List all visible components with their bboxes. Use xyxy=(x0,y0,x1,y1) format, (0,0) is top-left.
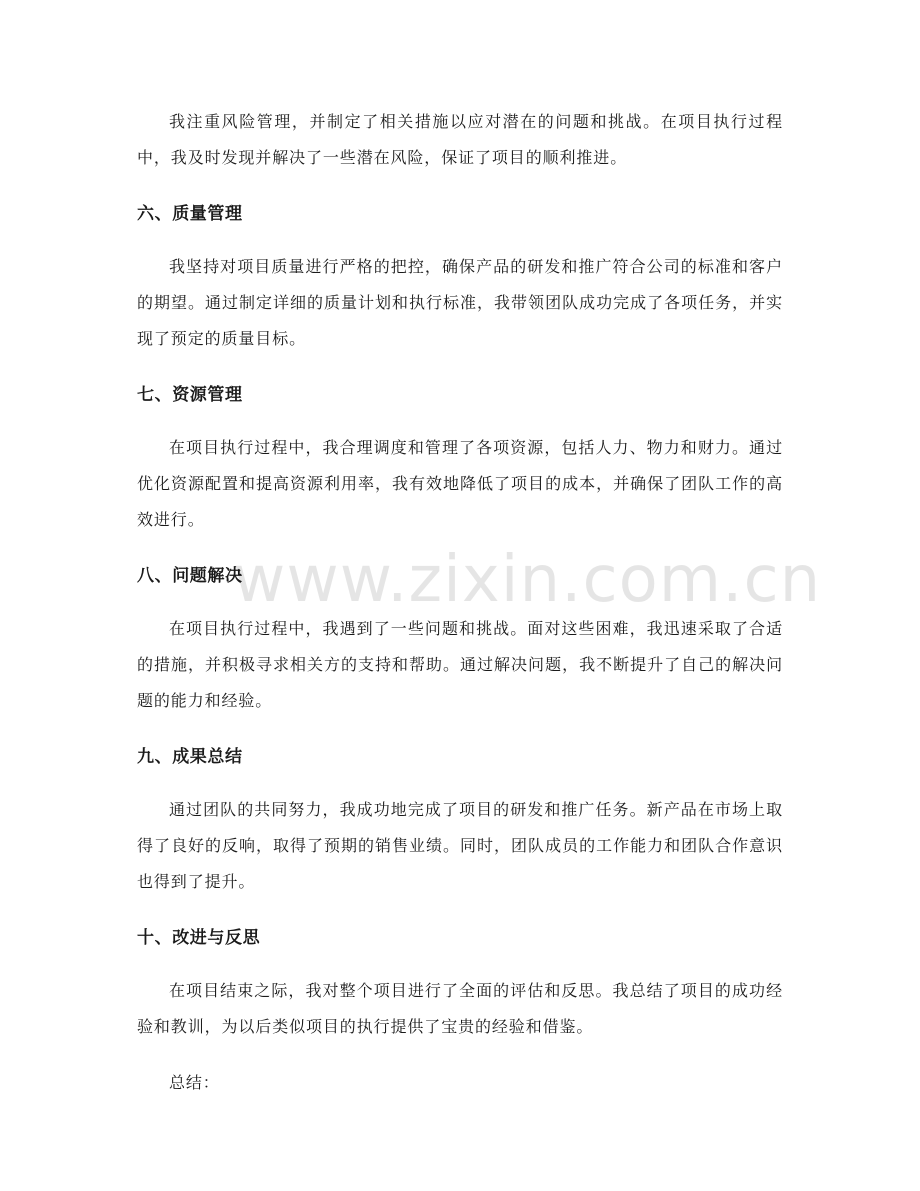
spacer xyxy=(137,594,783,611)
spacer xyxy=(137,413,783,430)
spacer xyxy=(137,538,783,558)
spacer xyxy=(137,775,783,792)
document-body xyxy=(137,104,822,1101)
heading-problem-solving: 八、问题解决 xyxy=(137,566,243,586)
paragraph-improvement-reflection: 在项目结束之际，我对整个项目进行了全面的评估和反思。我总结了项目的成功经验和教训，为以后类似项目的执行提供了宝贵的经验和借鉴。 xyxy=(137,981,783,1036)
spacer xyxy=(137,719,783,739)
paragraph-risk-management: 我注重风险管理，并制定了相关措施以应对潜在的问题和挑战。在项目执行过程中，我及时发现并解决了一些潜在风险，保证了项目的顺利推进。 xyxy=(137,112,783,167)
heading-improvement-reflection: 十、改进与反思 xyxy=(137,928,261,948)
spacer xyxy=(137,357,783,377)
paragraph-quality-management: 我坚持对项目质量进行严格的把控，确保产品的研发和推广符合公司的标准和客户的期望。通过制定详细的质量计划和执行标准，我带领团队成功完成了各项任务，并实现了预定的质量目标。 xyxy=(137,257,783,348)
paragraph-problem-solving: 在项目执行过程中，我遇到了一些问题和挑战。面对这些困难，我迅速采取了合适的措施，并积极寻求相关方的支持和帮助。通过解决问题，我不断提升了自己的解决问题的能力和经验。 xyxy=(137,619,783,710)
paragraph-results-summary: 通过团队的共同努力，我成功地完成了项目的研发和推广任务。新产品在市场上取得了良好的反响，取得了预期的销售业绩。同时，团队成员的工作能力和团队合作意识也得到了提升。 xyxy=(137,800,783,891)
spacer xyxy=(137,956,783,973)
spacer xyxy=(137,1045,783,1065)
closing-summary-label: 总结： xyxy=(169,1073,220,1092)
paragraph-resource-management: 在项目执行过程中，我合理调度和管理了各项资源，包括人力、物力和财力。通过优化资源配置和提高资源利用率，我有效地降低了项目的成本，并确保了团队工作的高效进行。 xyxy=(137,438,783,529)
spacer xyxy=(137,900,783,920)
watermark-text: www.zixin.com.cn xyxy=(233,543,822,617)
heading-results-summary: 九、成果总结 xyxy=(137,747,243,767)
spacer xyxy=(137,176,783,196)
heading-resource-management: 七、资源管理 xyxy=(137,385,243,405)
spacer xyxy=(137,232,783,249)
heading-quality-management: 六、质量管理 xyxy=(137,204,243,224)
